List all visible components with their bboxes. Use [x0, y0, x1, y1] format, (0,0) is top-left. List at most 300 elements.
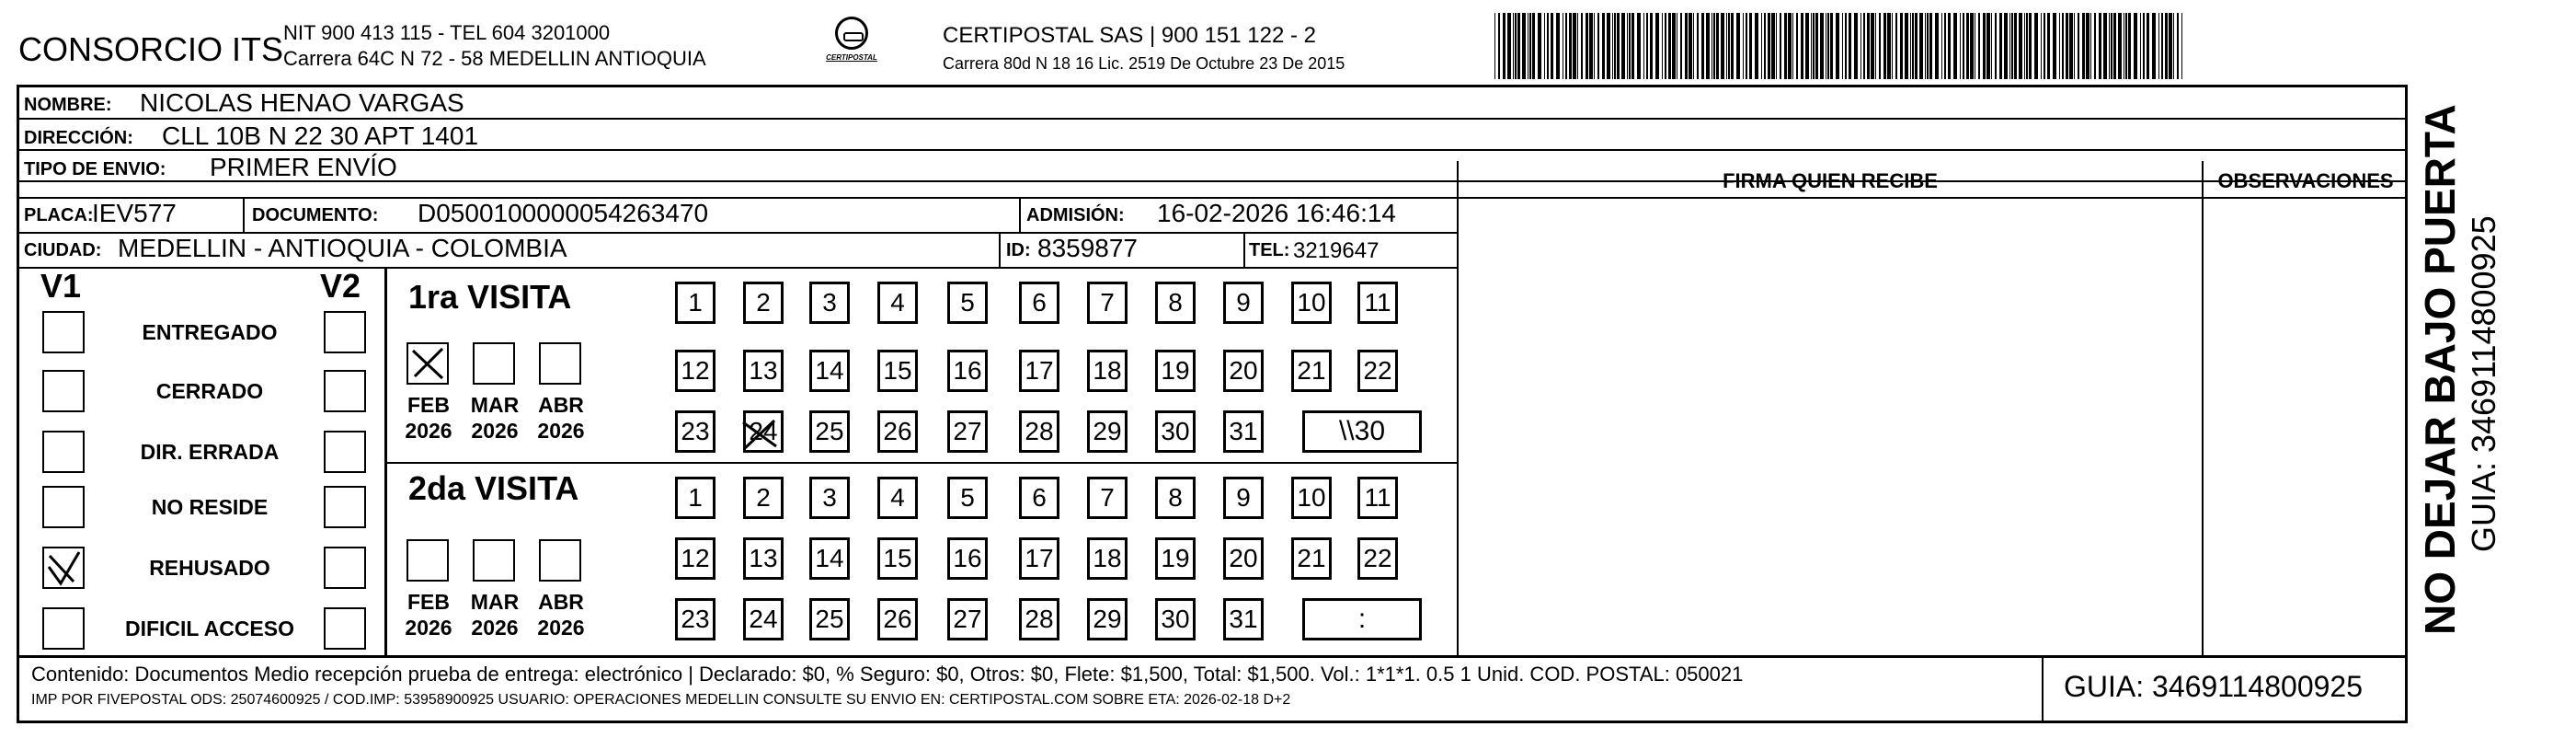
- month-label: [465, 392, 524, 444]
- barcode-bar: [2158, 13, 2159, 79]
- barcode-bar: [1780, 13, 1781, 79]
- nombre-value: NICOLAS HENAO VARGAS: [140, 88, 464, 117]
- documento-value: D0500100000054263470: [418, 199, 709, 227]
- day-box[interactable]: 26: [877, 410, 918, 453]
- certipostal-logo: [817, 17, 887, 66]
- barcode-bar: [2074, 13, 2075, 79]
- barcode-bar: [2062, 13, 2064, 79]
- barcode-bar: [1970, 13, 1974, 79]
- day-box[interactable]: 26: [877, 598, 918, 640]
- barcode-bar: [1643, 13, 1644, 79]
- day-box[interactable]: 28: [1019, 410, 1059, 453]
- barcode-bar: [1551, 13, 1553, 79]
- barcode-bar: [1594, 13, 1595, 79]
- day-box[interactable]: 24: [743, 410, 784, 453]
- barcode-bar: [1522, 13, 1526, 79]
- day-box[interactable]: 11: [1357, 282, 1398, 324]
- day-box[interactable]: 1: [675, 477, 716, 519]
- barcode-bar: [1875, 13, 1876, 79]
- barcode-bar: [2134, 13, 2137, 79]
- barcode-bar: [1935, 13, 1939, 79]
- barcode-bar: [2090, 13, 2091, 79]
- month-checkbox[interactable]: [473, 539, 515, 582]
- id-value: 8359877: [1037, 234, 1139, 262]
- day-box[interactable]: 29: [1087, 410, 1128, 453]
- barcode-bar: [1784, 13, 1787, 79]
- day-box[interactable]: 13: [743, 350, 784, 392]
- day-box[interactable]: 2: [743, 282, 784, 324]
- barcode-bar: [1507, 13, 1511, 79]
- day-box[interactable]: 21: [1291, 537, 1332, 580]
- observaciones-header: OBSERVACIONES: [2217, 169, 2394, 192]
- barcode-bar: [1960, 13, 1961, 79]
- logo-text: CERTIPOSTAL: [826, 53, 877, 62]
- day-box[interactable]: 14: [809, 537, 850, 580]
- guia-footer: GUIA: 3469114800925: [2064, 670, 2363, 703]
- barcode: [1494, 13, 2184, 79]
- day-box[interactable]: 12: [675, 350, 716, 392]
- nombre-label: NOMBRE:: [24, 95, 112, 115]
- barcode-bar: [1565, 13, 1567, 79]
- barcode-bar: [1792, 13, 1793, 79]
- month-label: [532, 392, 590, 444]
- barcode-bar: [1900, 13, 1903, 79]
- month-checkbox[interactable]: [406, 539, 449, 582]
- barcode-bar: [1697, 13, 1699, 79]
- v2-checkbox[interactable]: [324, 607, 366, 650]
- barcode-bar: [2118, 13, 2122, 79]
- month-name: MAR: [470, 393, 520, 417]
- day-box[interactable]: 19: [1155, 537, 1196, 580]
- day-box[interactable]: 31: [1223, 410, 1264, 453]
- barcode-bar: [1689, 13, 1692, 79]
- direccion-value: CLL 10B N 22 30 APT 1401: [162, 121, 479, 150]
- barcode-bar: [1836, 13, 1839, 79]
- barcode-bar: [1755, 13, 1758, 79]
- day-box[interactable]: 10: [1291, 282, 1332, 324]
- tel-label: TEL:: [1249, 240, 1290, 260]
- barcode-bar: [1811, 13, 1812, 79]
- day-box[interactable]: 23: [675, 410, 716, 453]
- month-checkbox[interactable]: [539, 342, 581, 385]
- barcode-bar: [1726, 13, 1727, 79]
- barcode-bar: [1627, 13, 1628, 79]
- status-label: NO RESIDE: [151, 495, 269, 519]
- barcode-bar: [1617, 13, 1620, 79]
- barcode-bar: [1827, 13, 1829, 79]
- day-box[interactable]: 6: [1019, 282, 1059, 324]
- day-box[interactable]: 1: [675, 282, 716, 324]
- barcode-bar: [1995, 13, 1997, 79]
- barcode-bar: [1895, 13, 1897, 79]
- day-box[interactable]: 6: [1019, 477, 1059, 519]
- barcode-bar: [1503, 13, 1506, 79]
- company-info: [283, 20, 706, 72]
- barcode-bar: [2069, 13, 2073, 79]
- barcode-bar: [1749, 13, 1752, 79]
- barcode-bar: [1515, 13, 1517, 79]
- v1-checkbox[interactable]: [42, 311, 85, 353]
- barcode-bar: [2109, 13, 2110, 79]
- status-label: DIR. ERRADA: [140, 440, 280, 464]
- v1-checkbox[interactable]: [42, 431, 85, 473]
- day-box[interactable]: 30: [1155, 410, 1196, 453]
- day-box[interactable]: 9: [1223, 282, 1264, 324]
- ciudad-value: MEDELLIN - ANTIOQUIA - COLOMBIA: [118, 234, 567, 262]
- v1-checkbox[interactable]: [42, 607, 85, 650]
- barcode-bar: [2024, 13, 2025, 79]
- guia-side: GUIA: 3469114800925: [2465, 215, 2502, 552]
- day-box[interactable]: 25: [809, 598, 850, 640]
- barcode-bar: [1892, 13, 1893, 79]
- day-box[interactable]: 16: [947, 537, 988, 580]
- status-label: CERRADO: [155, 379, 264, 403]
- month-name: FEB: [407, 393, 450, 417]
- barcode-bar: [1986, 13, 1990, 79]
- barcode-bar: [1544, 13, 1545, 79]
- month-name: MAR: [470, 590, 520, 614]
- month-year: 2026: [537, 616, 585, 640]
- day-box[interactable]: 14: [809, 350, 850, 392]
- month-year: 2026: [471, 616, 519, 640]
- barcode-bar: [1662, 13, 1663, 79]
- day-box[interactable]: 12: [675, 537, 716, 580]
- barcode-bar: [1820, 13, 1824, 79]
- barcode-bar: [1910, 13, 1911, 79]
- month-year: 2026: [405, 419, 452, 443]
- barcode-bar: [1788, 13, 1792, 79]
- barcode-bar: [2053, 13, 2056, 79]
- barcode-bar: [1978, 13, 1980, 79]
- month-label: [399, 589, 458, 640]
- barcode-bar: [1631, 13, 1634, 79]
- barcode-bar: [1597, 13, 1599, 79]
- barcode-bar: [1776, 13, 1777, 79]
- barcode-bar: [1665, 13, 1666, 79]
- contenido-line: Contenido: Documentos Medio recepción prueba de entrega: electrónico | Declarado: $0, % Seguro: $0, Otros: $0, Flete: $1,500, Total: $1,500. Vol.: 1*1*1. 0.5 1 Unid. COD. POSTAL: 050021: [31, 663, 1744, 686]
- barcode-bar: [1721, 13, 1724, 79]
- barcode-bar: [1966, 13, 1969, 79]
- barcode-bar: [2169, 13, 2172, 79]
- barcode-bar: [2026, 13, 2028, 79]
- barcode-bar: [1999, 13, 2002, 79]
- v2-checkbox[interactable]: [324, 431, 366, 473]
- barcode-bar: [2004, 13, 2008, 79]
- day-box[interactable]: 27: [947, 598, 988, 640]
- day-box[interactable]: 7: [1087, 282, 1128, 324]
- barcode-bar: [2059, 13, 2060, 79]
- barcode-bar: [1586, 13, 1588, 79]
- barcode-bar: [2103, 13, 2107, 79]
- status-label: REHUSADO: [149, 556, 270, 580]
- barcode-bar: [2011, 13, 2013, 79]
- barcode-bar: [1905, 13, 1908, 79]
- day-box[interactable]: 18: [1087, 350, 1128, 392]
- barcode-bar: [2019, 13, 2022, 79]
- barcode-bar: [2066, 13, 2068, 79]
- day-box[interactable]: 16: [947, 350, 988, 392]
- barcode-bar: [1887, 13, 1891, 79]
- day-box[interactable]: 15: [877, 537, 918, 580]
- barcode-bar: [1761, 13, 1762, 79]
- v2-checkbox[interactable]: [324, 311, 366, 353]
- v2-checkbox[interactable]: [324, 486, 366, 528]
- barcode-bar: [1883, 13, 1886, 79]
- barcode-bar: [1815, 13, 1818, 79]
- day-box[interactable]: 22: [1357, 537, 1398, 580]
- day-box[interactable]: 22: [1357, 350, 1398, 392]
- carrier-address: Carrera 80d N 18 16 Lic. 2519 De Octubre 23 De 2015: [943, 54, 1345, 73]
- barcode-bar: [1764, 13, 1766, 79]
- barcode-bar: [1701, 13, 1704, 79]
- day-box[interactable]: 17: [1019, 537, 1059, 580]
- barcode-bar: [2029, 13, 2032, 79]
- status-label: DIFICIL ACCESO: [124, 617, 294, 640]
- barcode-bar: [2014, 13, 2017, 79]
- month-name: ABR: [538, 393, 584, 417]
- barcode-bar: [1556, 13, 1560, 79]
- visit1-title: 1ra VISITA: [408, 278, 572, 316]
- company-name: CONSORCIO ITS: [18, 30, 284, 68]
- day-box[interactable]: 9: [1223, 477, 1264, 519]
- barcode-bar: [1915, 13, 1918, 79]
- barcode-bar: [1693, 13, 1694, 79]
- v1-checkbox[interactable]: [42, 547, 85, 589]
- barcode-bar: [1736, 13, 1740, 79]
- barcode-bar: [1746, 13, 1747, 79]
- day-box[interactable]: 2: [743, 477, 784, 519]
- barcode-bar: [2143, 13, 2145, 79]
- barcode-bar: [1668, 13, 1671, 79]
- v1-checkbox[interactable]: [42, 370, 85, 412]
- barcode-bar: [1612, 13, 1613, 79]
- barcode-bar: [2111, 13, 2112, 79]
- id-label: ID:: [1006, 240, 1031, 260]
- day-box[interactable]: 4: [877, 477, 918, 519]
- day-box[interactable]: 17: [1019, 350, 1059, 392]
- day-box[interactable]: 7: [1087, 477, 1128, 519]
- tipo-label: TIPO DE ENVIO:: [24, 159, 166, 179]
- barcode-bar: [1685, 13, 1688, 79]
- month-checkbox[interactable]: [406, 342, 449, 385]
- month-label: [532, 589, 590, 640]
- tipo-value: PRIMER ENVÍO: [210, 153, 397, 181]
- day-box[interactable]: 19: [1155, 350, 1196, 392]
- day-box[interactable]: 28: [1019, 598, 1059, 640]
- barcode-bar: [1743, 13, 1744, 79]
- barcode-bar: [1538, 13, 1541, 79]
- time-box[interactable]: :: [1302, 598, 1422, 640]
- day-box[interactable]: 25: [809, 410, 850, 453]
- barcode-bar: [1498, 13, 1500, 79]
- barcode-bar: [2125, 13, 2127, 79]
- barcode-bar: [1547, 13, 1549, 79]
- carrier-line: CERTIPOSTAL SAS | 900 151 122 - 2: [943, 23, 1316, 48]
- placa-value: IEV577: [92, 199, 177, 227]
- barcode-bar: [1805, 13, 1809, 79]
- barcode-bar: [2034, 13, 2038, 79]
- no-dejar-note: NO DEJAR BAJO PUERTA: [2416, 104, 2464, 635]
- barcode-bar: [2078, 13, 2079, 79]
- barcode-bar: [1854, 13, 1858, 79]
- day-box[interactable]: 3: [809, 282, 850, 324]
- barcode-bar: [1863, 13, 1865, 79]
- day-box[interactable]: 21: [1291, 350, 1332, 392]
- barcode-bar: [1672, 13, 1676, 79]
- barcode-bar: [2047, 13, 2050, 79]
- barcode-bar: [2009, 13, 2010, 79]
- barcode-bar: [2113, 13, 2116, 79]
- month-label: [399, 392, 458, 444]
- barcode-bar: [1768, 13, 1770, 79]
- barcode-bar: [2082, 13, 2085, 79]
- barcode-bar: [1589, 13, 1593, 79]
- barcode-bar: [1646, 13, 1648, 79]
- v1-header: V1: [40, 267, 82, 305]
- barcode-bar: [1650, 13, 1653, 79]
- barcode-bar: [1912, 13, 1914, 79]
- barcode-bar: [2147, 13, 2149, 79]
- barcode-bar: [2086, 13, 2089, 79]
- barcode-bar: [1963, 13, 1964, 79]
- barcode-bar: [2165, 13, 2168, 79]
- barcode-bar: [1830, 13, 1833, 79]
- barcode-bar: [2140, 13, 2141, 79]
- month-name: ABR: [538, 590, 584, 614]
- barcode-bar: [1629, 13, 1631, 79]
- month-year: 2026: [471, 419, 519, 443]
- day-box[interactable]: 27: [947, 410, 988, 453]
- barcode-bar: [1581, 13, 1583, 79]
- barcode-bar: [2173, 13, 2174, 79]
- barcode-bar: [1731, 13, 1734, 79]
- day-box[interactable]: 8: [1155, 477, 1196, 519]
- day-box[interactable]: 13: [743, 537, 784, 580]
- address-line: Carrera 64C N 72 - 58 MEDELLIN ANTIOQUIA: [283, 47, 706, 70]
- barcode-bar: [1637, 13, 1641, 79]
- day-box[interactable]: 4: [877, 282, 918, 324]
- barcode-bar: [1925, 13, 1926, 79]
- barcode-bar: [1948, 13, 1951, 79]
- barcode-bar: [1941, 13, 1942, 79]
- day-box[interactable]: 11: [1357, 477, 1398, 519]
- day-box[interactable]: 8: [1155, 282, 1196, 324]
- day-box[interactable]: 24: [743, 598, 784, 640]
- month-year: 2026: [537, 419, 585, 443]
- barcode-bar: [1607, 13, 1610, 79]
- barcode-bar: [1706, 13, 1710, 79]
- time-box[interactable]: \\30: [1302, 410, 1422, 453]
- month-year: 2026: [405, 616, 452, 640]
- ciudad-label: CIUDAD:: [24, 240, 102, 260]
- barcode-bar: [1845, 13, 1847, 79]
- barcode-bar: [1813, 13, 1815, 79]
- day-box[interactable]: 23: [675, 598, 716, 640]
- barcode-bar: [1513, 13, 1514, 79]
- barcode-bar: [1602, 13, 1605, 79]
- v2-header: V2: [320, 267, 361, 305]
- day-box[interactable]: 5: [947, 282, 988, 324]
- barcode-bar: [1879, 13, 1881, 79]
- day-box[interactable]: 31: [1223, 598, 1264, 640]
- barcode-bar: [1680, 13, 1682, 79]
- barcode-bar: [1991, 13, 1992, 79]
- barcode-bar: [1529, 13, 1531, 79]
- barcode-bar: [1796, 13, 1798, 79]
- barcode-bar: [1573, 13, 1576, 79]
- day-box[interactable]: 15: [877, 350, 918, 392]
- barcode-bar: [1801, 13, 1803, 79]
- barcode-bar: [2094, 13, 2096, 79]
- barcode-bar: [1569, 13, 1572, 79]
- month-name: FEB: [407, 590, 450, 614]
- barcode-bar: [1919, 13, 1923, 79]
- day-box[interactable]: 29: [1087, 598, 1128, 640]
- v1-checkbox[interactable]: [42, 486, 85, 528]
- barcode-bar: [1842, 13, 1843, 79]
- nit-line: NIT 900 413 115 - TEL 604 3201000: [283, 21, 611, 44]
- month-checkbox[interactable]: [539, 539, 581, 582]
- barcode-bar: [1494, 13, 1495, 79]
- barcode-bar: [1771, 13, 1775, 79]
- barcode-bar: [1867, 13, 1870, 79]
- day-box[interactable]: 5: [947, 477, 988, 519]
- day-box[interactable]: 18: [1087, 537, 1128, 580]
- barcode-bar: [2128, 13, 2131, 79]
- barcode-bar: [1621, 13, 1625, 79]
- v2-checkbox[interactable]: [324, 547, 366, 589]
- barcode-bar: [1927, 13, 1929, 79]
- barcode-bar: [2044, 13, 2045, 79]
- barcode-bar: [1716, 13, 1719, 79]
- day-box[interactable]: 3: [809, 477, 850, 519]
- day-box[interactable]: 20: [1223, 537, 1264, 580]
- admision-value: 16-02-2026 16:46:14: [1157, 199, 1396, 227]
- documento-label: DOCUMENTO:: [252, 205, 379, 225]
- barcode-bar: [1849, 13, 1851, 79]
- barcode-bar: [2181, 13, 2182, 79]
- logo-icon: [835, 17, 868, 50]
- barcode-bar: [2177, 13, 2179, 79]
- barcode-bar: [1517, 13, 1520, 79]
- barcode-bar: [1871, 13, 1874, 79]
- barcode-bar: [1728, 13, 1730, 79]
- imp-line: IMP POR FIVEPOSTAL ODS: 25074600925 / COD.IMP: 53958900925 USUARIO: OPERACIONES MEDELLIN CONSULTE SU ENVIO EN: CERTIPOSTAL.COM SOBRE ETA: 2026-02-18 D+2: [31, 692, 1291, 708]
- barcode-bar: [1929, 13, 1932, 79]
- barcode-bar: [2041, 13, 2042, 79]
- barcode-bar: [1953, 13, 1957, 79]
- day-box[interactable]: 20: [1223, 350, 1264, 392]
- carrier-info: [943, 22, 1345, 77]
- barcode-bar: [1577, 13, 1578, 79]
- status-label: ENTREGADO: [142, 320, 278, 344]
- barcode-bar: [1983, 13, 1986, 79]
- month-checkbox[interactable]: [473, 342, 515, 385]
- barcode-bar: [1532, 13, 1535, 79]
- firma-header: FIRMA QUIEN RECIBE: [1723, 169, 1938, 192]
- direccion-label: DIRECCIÓN:: [24, 128, 133, 148]
- v2-checkbox[interactable]: [324, 370, 366, 412]
- admision-label: ADMISIÓN:: [1026, 205, 1125, 225]
- day-box[interactable]: 30: [1155, 598, 1196, 640]
- barcode-bar: [1944, 13, 1946, 79]
- tel-value: 3219647: [1293, 238, 1380, 263]
- barcode-bar: [1860, 13, 1861, 79]
- barcode-bar: [1655, 13, 1659, 79]
- visit2-title: 2da VISITA: [408, 469, 579, 507]
- day-box[interactable]: 10: [1291, 477, 1332, 519]
- barcode-bar: [2099, 13, 2101, 79]
